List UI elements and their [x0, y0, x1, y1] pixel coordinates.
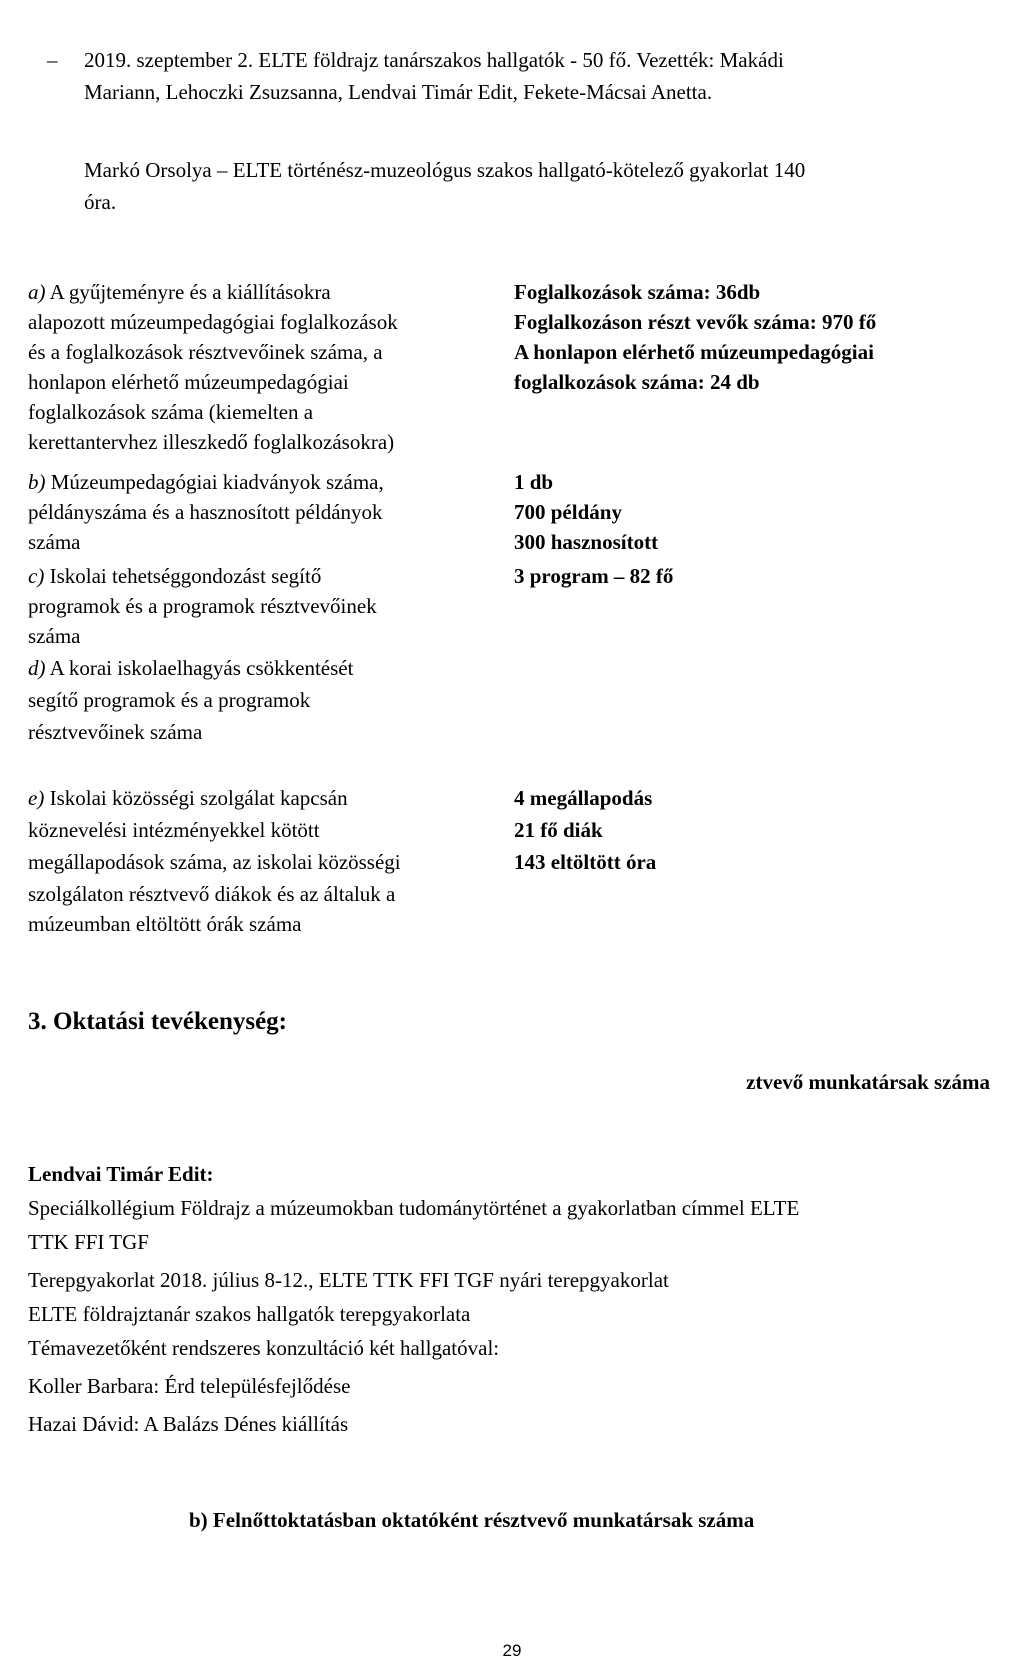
item-d-line-1: segítő programok és a programok: [28, 688, 311, 712]
item-d-line-0: d) A korai iskolaelhagyás csökkentését: [28, 656, 354, 680]
section-line-1: TTK FFI TGF: [28, 1230, 149, 1254]
item-e-value-1: 21 fő diák: [514, 818, 603, 842]
item-b-line-0: b) Múzeumpedagógiai kiadványok száma,: [28, 470, 384, 494]
item-b-label: b): [28, 470, 46, 494]
section-line-5: Koller Barbara: Érd településfejlődése: [28, 1374, 351, 1398]
item-e-line-0: e) Iskolai közösségi szolgálat kapcsán: [28, 786, 348, 810]
item-b-line-2: száma: [28, 530, 81, 554]
section-line-6: Hazai Dávid: A Balázs Dénes kiállítás: [28, 1412, 349, 1436]
item-b-value-1: 700 példány: [514, 500, 622, 524]
intro-line-1a: 2019. szeptember 2. ELTE földrajz tanárszakos hallgatók - 50 fő. Vezették: Makádi: [84, 48, 784, 72]
item-e-line-3: szolgálaton résztvevő diákok és az általuk a: [28, 882, 396, 906]
item-e-line-2: megállapodások száma, az iskolai közösségi: [28, 850, 401, 874]
item-b-line-1: példányszáma és a hasznosított példányok: [28, 500, 383, 524]
item-a-line-1: alapozott múzeumpedagógiai foglalkozások: [28, 310, 398, 334]
intro-line-1b: Mariann, Lehoczki Zsuzsanna, Lendvai Timár Edit, Fekete-Mácsai Anetta.: [84, 80, 713, 104]
item-e-line-1: köznevelési intézményekkel kötött: [28, 818, 320, 842]
item-d-line-2: résztvevőinek száma: [28, 720, 203, 744]
item-c-line-1: programok és a programok résztvevőinek: [28, 594, 377, 618]
item-a-label: a): [28, 280, 46, 304]
item-e-value-2: 143 eltöltött óra: [514, 850, 657, 874]
item-e-value-0: 4 megállapodás: [514, 786, 653, 810]
person-name: Lendvai Timár Edit:: [28, 1162, 214, 1186]
item-a-value-2: A honlapon elérhető múzeumpedagógiai: [514, 340, 874, 364]
intro-line-2b: óra.: [84, 190, 117, 214]
item-e-label: e): [28, 786, 45, 810]
item-c-line-0: c) Iskolai tehetséggondozást segítő: [28, 564, 322, 588]
section-heading: 3. Oktatási tevékenység:: [28, 1008, 287, 1035]
item-c-value-0: 3 program – 82 fő: [514, 564, 674, 588]
item-a-line-4: foglalkozások száma (kiemelten a: [28, 400, 314, 424]
item-a-line-2: és a foglalkozások résztvevőinek száma, a: [28, 340, 383, 364]
item-a-value-0: Foglalkozások száma: 36db: [514, 280, 761, 304]
item-c-line-2: száma: [28, 624, 81, 648]
item-b-value-0: 1 db: [514, 470, 554, 494]
item-a-value-1: Foglalkozáson részt vevők száma: 970 fő: [514, 310, 877, 334]
item-a-line-0: a) A gyűjteményre és a kiállításokra: [28, 280, 331, 304]
item-b-value-2: 300 hasznosított: [514, 530, 659, 554]
item-a-line-3: honlapon elérhető múzeumpedagógiai: [28, 370, 349, 394]
section-line-3: ELTE földrajztanár szakos hallgatók terepgyakorlata: [28, 1302, 471, 1326]
section-line-0: Speciálkollégium Földrajz a múzeumokban tudománytörténet a gyakorlatban címmel ELTE: [28, 1196, 800, 1220]
item-c-label: c): [28, 564, 45, 588]
subsection-b-heading: b) Felnőttoktatásban oktatóként résztvevő munkatársak száma: [189, 1508, 755, 1532]
item-d-label: d): [28, 656, 46, 680]
bullet-dash: –: [47, 48, 58, 72]
item-e-line-4: múzeumban eltöltött órák száma: [28, 912, 302, 936]
page-number: 29: [502, 1641, 522, 1660]
item-a-line-5: kerettantervhez illeszkedő foglalkozásokra): [28, 430, 395, 454]
intro-line-2a: Markó Orsolya – ELTE történész-muzeológus szakos hallgató-kötelező gyakorlat 140: [84, 158, 806, 182]
cropped-fragment: ztvevő munkatársak száma: [746, 1070, 990, 1094]
section-line-2: Terepgyakorlat 2018. július 8-12., ELTE TTK FFI TGF nyári terepgyakorlat: [28, 1268, 669, 1292]
item-a-value-3: foglalkozások száma: 24 db: [514, 370, 760, 394]
section-line-4: Témavezetőként rendszeres konzultáció két hallgatóval:: [28, 1336, 500, 1360]
